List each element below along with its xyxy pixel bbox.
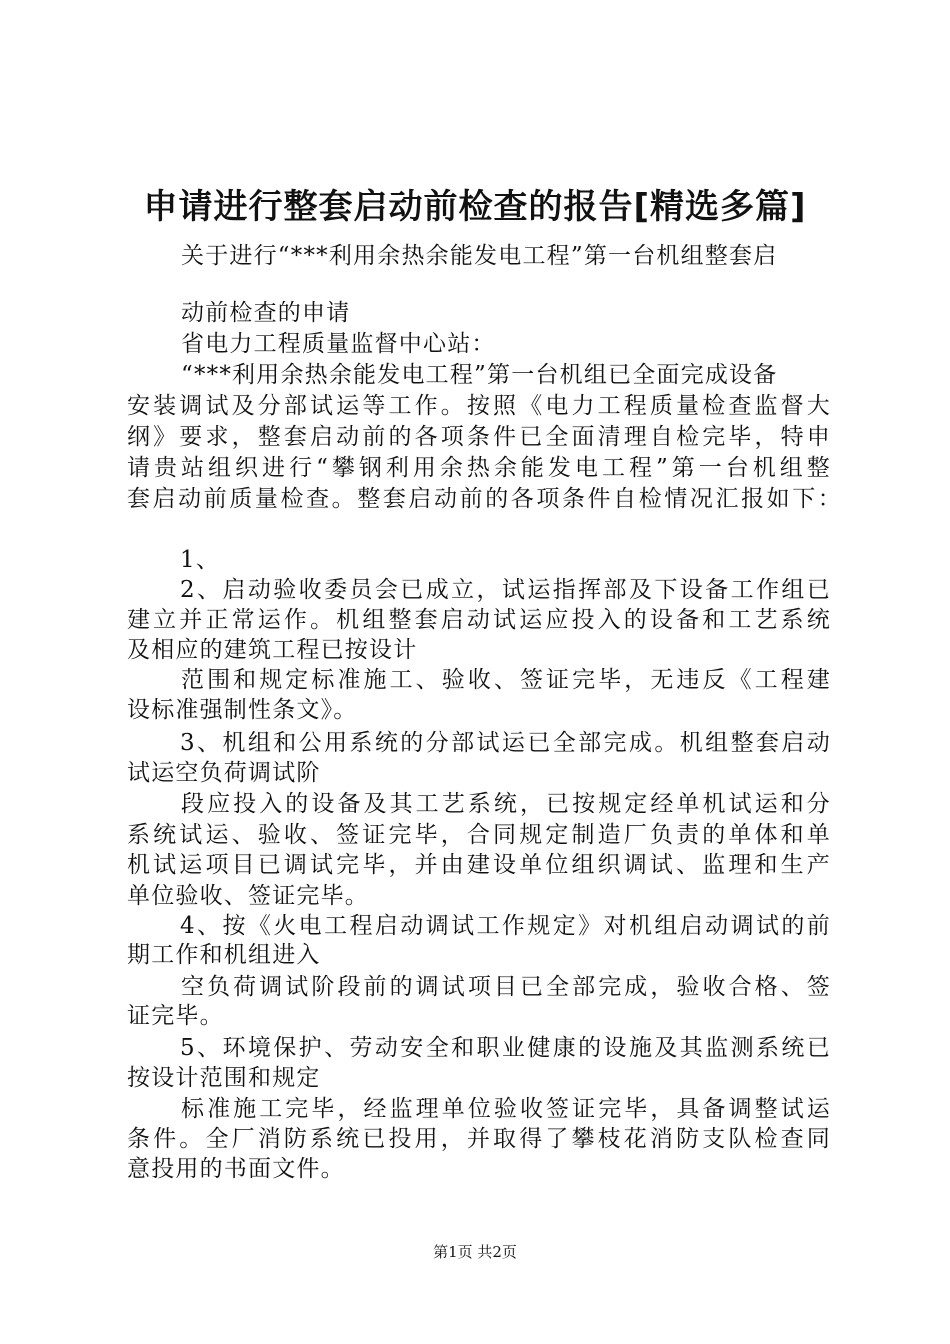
text-line: 2、启动验收委员会已成立，试运指挥部及下设备工作组已 xyxy=(180,577,831,603)
text-line: 试运空负荷调试阶 xyxy=(127,760,321,786)
text-line: 段应投入的设备及其工艺系统，已按规定经单机试运和分 xyxy=(181,791,831,817)
text-line: 纲》要求，整套启动前的各项条件已全面清理自检完毕，特申 xyxy=(127,424,831,450)
text-line: 空负荷调试阶段前的调试项目已全部完成，验收合格、签 xyxy=(181,974,831,1000)
text-line: 建立并正常运作。机组整套启动试运应投入的设备和工艺系统 xyxy=(127,607,831,633)
text-line: 5、环境保护、劳动安全和职业健康的设施及其监测系统已 xyxy=(180,1035,831,1061)
text-line: 单位验收、签证完毕。 xyxy=(127,883,369,909)
text-line: 套启动前质量检查。整套启动前的各项条件自检情况汇报如下： xyxy=(127,486,842,512)
text-line: 条件。全厂消防系统已投用，并取得了攀枝花消防支队检查同 xyxy=(127,1126,831,1152)
page-footer: 第1页 共2页 xyxy=(433,1243,517,1261)
text-line: 范围和规定标准施工、验收、签证完毕，无违反《工程建 xyxy=(181,667,831,693)
text-line: 关于进行“***利用余热余能发电工程”第一台机组整套启 xyxy=(181,243,778,269)
text-line: 及相应的建筑工程已按设计 xyxy=(127,637,418,663)
text-line: 动前检查的申请 xyxy=(181,300,351,326)
text-line: 3、机组和公用系统的分部试运已全部完成。机组整套启动 xyxy=(180,730,831,756)
text-line: 4、按《火电工程启动调试工作规定》对机组启动调试的前 xyxy=(180,913,831,939)
text-line: 期工作和机组进入 xyxy=(127,942,321,968)
document-title: 申请进行整套启动前检查的报告[精选多篇] xyxy=(143,187,807,227)
text-line: 意投用的书面文件。 xyxy=(127,1156,345,1182)
text-line: 请贵站组织进行“攀钢利用余热余能发电工程”第一台机组整 xyxy=(127,455,831,481)
text-line: 安装调试及分部试运等工作。按照《电力工程质量检查监督大 xyxy=(127,393,831,419)
text-line: 标准施工完毕，经监理单位验收签证完毕，具备调整试运 xyxy=(181,1096,831,1122)
text-line: 设标准强制性条文》。 xyxy=(127,697,358,723)
text-line: “***利用余热余能发电工程”第一台机组已全面完成设备 xyxy=(181,362,778,388)
text-line: 省电力工程质量监督中心站： xyxy=(181,331,496,357)
text-line: 证完毕。 xyxy=(127,1003,224,1029)
text-line: 系统试运、验收、签证完毕，合同规定制造厂负责的单体和单 xyxy=(127,822,831,848)
list-item-number: 1、 xyxy=(180,547,221,573)
text-line: 按设计范围和规定 xyxy=(127,1065,321,1091)
text-line: 机试运项目已调试完毕，并由建设单位组织调试、监理和生产 xyxy=(127,852,831,878)
